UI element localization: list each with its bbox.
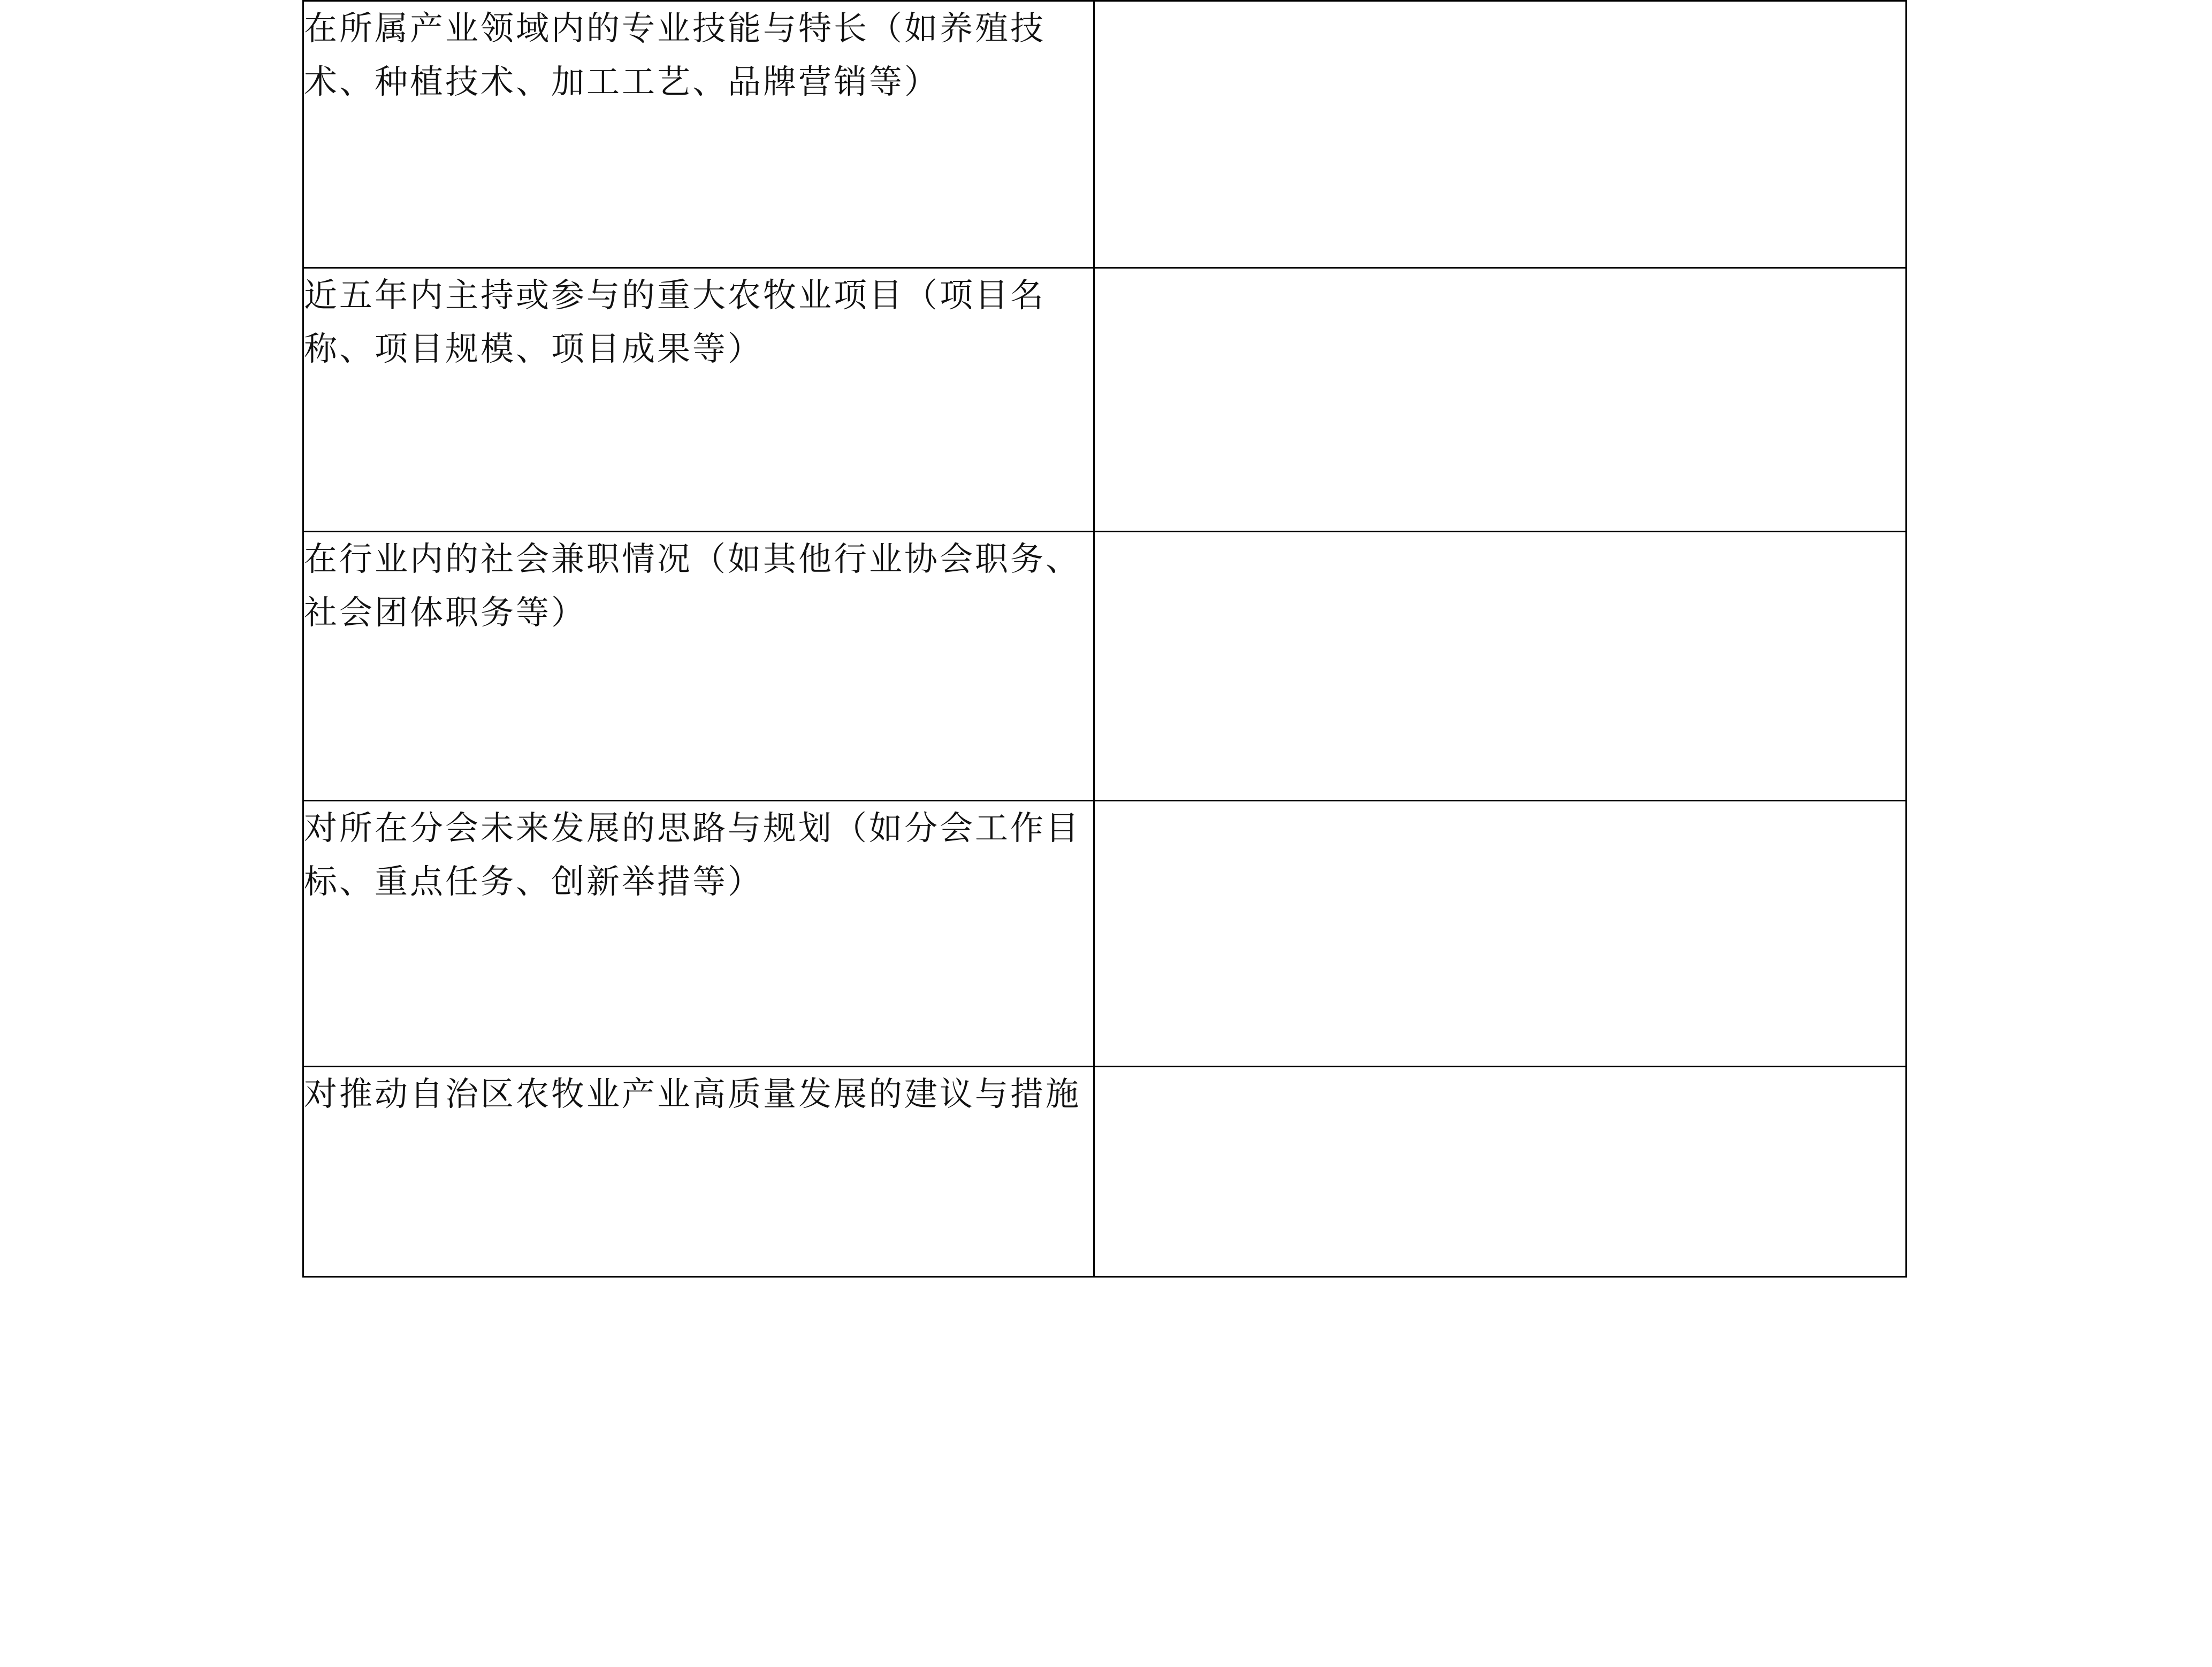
- row-label-text: 近五年内主持或参与的重大农牧业项目（项目名称、项目规模、项目成果等）: [304, 276, 1046, 368]
- row-label-text: 在所属产业领域内的专业技能与特长（如养殖技术、种植技术、加工工艺、品牌营销等）: [304, 9, 1046, 101]
- table-row: [303, 532, 1906, 801]
- row-value-text[interactable]: [1095, 2, 1905, 23]
- row-value-text[interactable]: [1095, 532, 1905, 554]
- table-row: [303, 1067, 1906, 1277]
- row-value-cell-1[interactable]: [1094, 268, 1906, 532]
- row-value-text[interactable]: [1095, 801, 1905, 823]
- row-value-text[interactable]: [1095, 269, 1905, 290]
- row-label-text: 在行业内的社会兼职情况（如其他行业协会职务、社会团体职务等）: [304, 539, 1081, 632]
- row-value-cell-4[interactable]: [1094, 1067, 1906, 1277]
- row-label-cell-4: [303, 1067, 1094, 1277]
- row-value-cell-2[interactable]: [1094, 532, 1906, 801]
- row-label-cell-0: [303, 1, 1094, 268]
- table-row: [303, 1, 1906, 268]
- row-label-text: 对推动自治区农牧业产业高质量发展的建议与措施: [304, 1074, 1081, 1113]
- row-label-text: 对所在分会未来发展的思路与规划（如分会工作目标、重点任务、创新举措等）: [304, 808, 1081, 901]
- row-label-cell-1: [303, 268, 1094, 532]
- row-value-cell-0[interactable]: [1094, 1, 1906, 268]
- row-value-cell-3[interactable]: [1094, 801, 1906, 1067]
- row-label-cell-3: [303, 801, 1094, 1067]
- row-label-cell-2: [303, 532, 1094, 801]
- table-row: [303, 801, 1906, 1067]
- row-value-text[interactable]: [1095, 1067, 1905, 1089]
- table-row: [303, 268, 1906, 532]
- application-form-table: [302, 0, 1907, 1278]
